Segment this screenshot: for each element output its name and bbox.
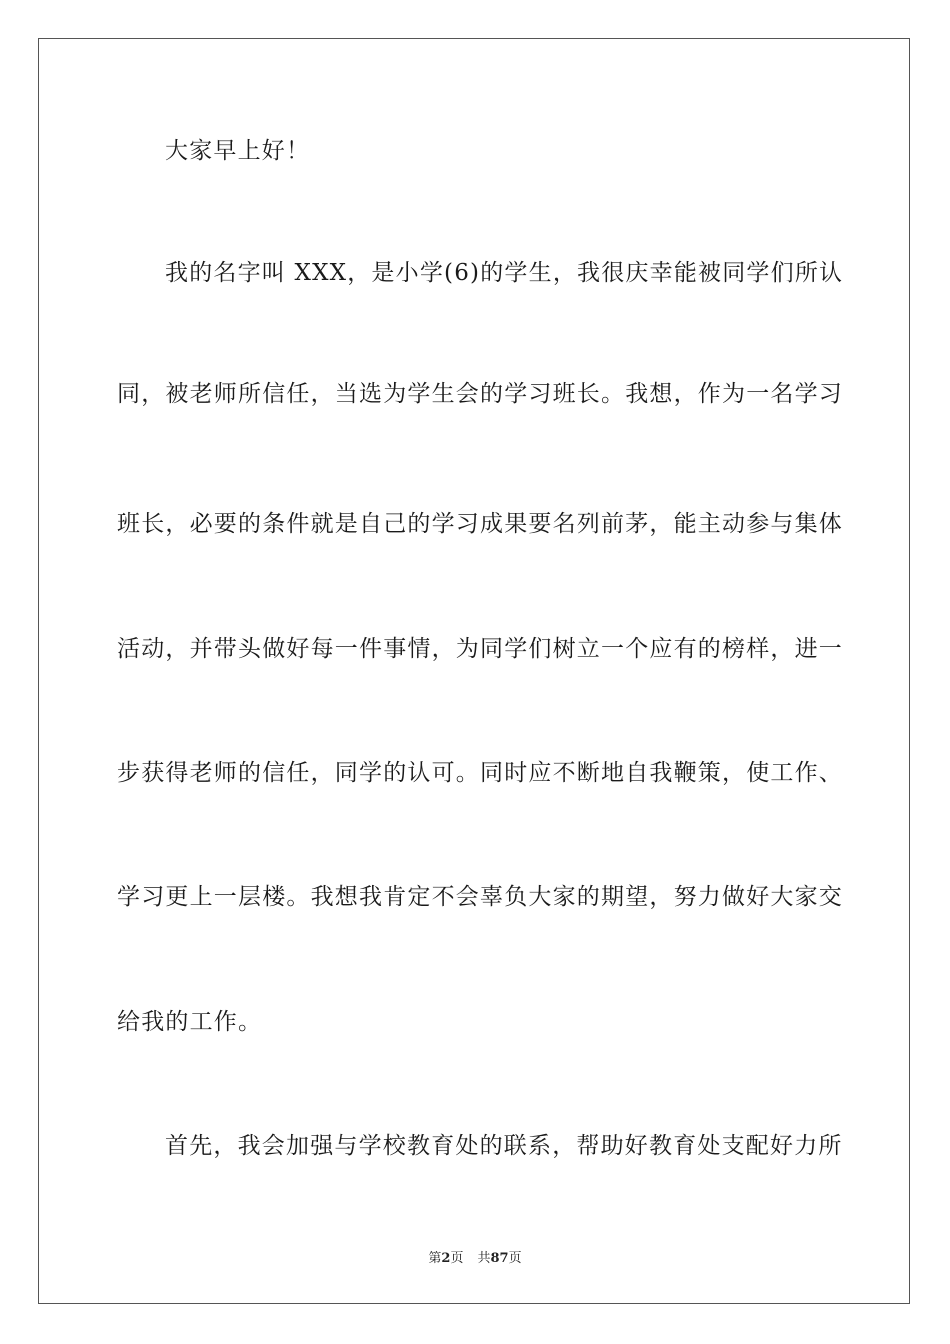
paragraph-line: 班长，必要的条件就是自己的学习成果要名列前茅，能主动参与集体: [117, 511, 843, 537]
paragraph-line: 我的名字叫 XXX，是小学(6)的学生，我很庆幸能被同学们所认: [165, 260, 844, 286]
total-prefix: 共: [477, 1251, 491, 1266]
page-suffix: 页: [450, 1251, 464, 1266]
paragraph-line: 学习更上一层楼。我想我肯定不会辜负大家的期望，努力做好大家交: [117, 884, 843, 910]
greeting-line: 大家早上好！: [165, 138, 311, 164]
paragraph-line: 活动，并带头做好每一件事情，为同学们树立一个应有的榜样，进一: [117, 636, 843, 662]
paragraph-line: 步获得老师的信任，同学的认可。同时应不断地自我鞭策，使工作、: [117, 760, 843, 786]
paragraph-line: 给我的工作。: [117, 1009, 263, 1035]
page-prefix: 第: [428, 1251, 442, 1266]
page-number: 2: [441, 1251, 451, 1266]
paragraph-line: 同，被老师所信任，当选为学生会的学习班长。我想，作为一名学习: [117, 381, 843, 407]
paragraph-line: 首先，我会加强与学校教育处的联系，帮助好教育处支配好力所: [165, 1133, 843, 1159]
page-footer: [0, 1247, 950, 1266]
page-frame: [38, 38, 910, 1304]
total-suffix: 页: [508, 1251, 522, 1266]
total-pages: 87: [490, 1251, 509, 1266]
